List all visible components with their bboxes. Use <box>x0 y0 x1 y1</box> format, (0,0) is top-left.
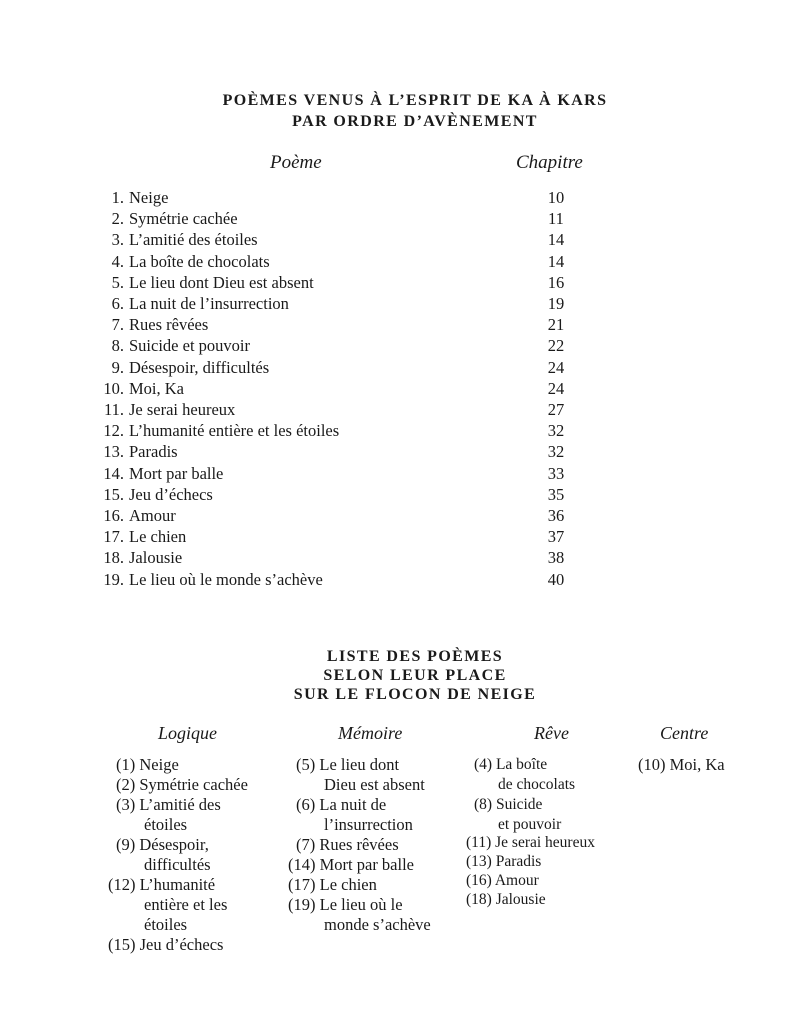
logique-line: entière et les <box>144 895 228 914</box>
list-item <box>0 315 600 336</box>
list-item <box>0 548 600 569</box>
item-number: 14. <box>103 463 124 483</box>
item-title: Le lieu dont Dieu est absent <box>129 272 314 292</box>
item-number: 9. <box>111 357 124 377</box>
list-item <box>0 442 600 463</box>
item-title: L’humanité entière et les étoiles <box>129 421 340 441</box>
logique-line: (15) Jeu d’échecs <box>108 935 224 954</box>
memoire-line: monde s’achève <box>324 915 431 934</box>
memoire-line: (7) Rues rêvées <box>296 835 399 854</box>
section1-title-line1: POÈMES VENUS À L’ESPRIT DE KA À KARS <box>222 92 608 109</box>
item-title: Suicide et pouvoir <box>129 336 250 356</box>
list-item <box>0 527 600 548</box>
logique-line: difficultés <box>144 855 211 874</box>
item-chapter: 33 <box>547 463 565 483</box>
logique-line: (3) L’amitié des <box>116 795 221 814</box>
centre-line: (10) Moi, Ka <box>638 755 725 774</box>
item-number: 1. <box>111 188 124 207</box>
section1-title-line2: PAR ORDRE D’AVÈNEMENT <box>292 113 538 130</box>
item-title: Mort par balle <box>129 463 224 483</box>
list-item <box>0 421 600 442</box>
list-item <box>0 506 600 527</box>
reve-line: (11) Je serai heureux <box>466 834 595 851</box>
list-item <box>0 209 600 230</box>
item-chapter: 24 <box>547 378 565 398</box>
column-header-poem: Poème <box>270 152 322 173</box>
item-number: 16. <box>103 506 124 525</box>
list-item <box>0 570 600 591</box>
item-title: Désespoir, difficultés <box>129 357 270 377</box>
item-title: La nuit de l’insurrection <box>129 294 289 313</box>
list-item <box>0 252 600 273</box>
item-number: 11. <box>103 400 124 419</box>
item-title: Je serai heureux <box>129 400 236 419</box>
memoire-line: (6) La nuit de <box>296 795 387 814</box>
logique-line: (12) L’humanité <box>108 875 216 894</box>
list-item <box>0 188 600 209</box>
list-item <box>0 273 600 294</box>
item-title: Jalousie <box>129 548 183 568</box>
reve-line: et pouvoir <box>498 816 562 833</box>
item-title: Paradis <box>129 442 178 462</box>
list-item <box>0 358 600 379</box>
column-header-memoire: Mémoire <box>338 723 403 743</box>
memoire-line: (5) Le lieu dont <box>296 755 400 774</box>
list-item <box>0 294 600 315</box>
item-chapter: 14 <box>547 251 565 271</box>
logique-line: étoiles <box>144 815 188 834</box>
reve-line: de chocolats <box>498 776 576 793</box>
item-title: Neige <box>129 188 169 207</box>
item-title: Amour <box>129 506 176 525</box>
memoire-line: (14) Mort par balle <box>288 855 414 874</box>
list-item <box>0 485 600 506</box>
reve-line: (13) Paradis <box>466 853 542 870</box>
item-chapter: 22 <box>547 336 565 356</box>
item-chapter: 38 <box>547 548 565 568</box>
item-title: Jeu d’échecs <box>129 484 213 504</box>
item-number: 4. <box>111 251 124 271</box>
item-number: 8. <box>111 336 124 356</box>
item-title: Le chien <box>129 527 187 547</box>
item-number: 12. <box>103 421 124 441</box>
column-header-centre: Centre <box>660 723 709 743</box>
reve-line: (18) Jalousie <box>466 891 546 908</box>
logique-line: (9) Désespoir, <box>116 835 209 854</box>
item-number: 5. <box>111 272 124 292</box>
item-chapter: 24 <box>547 357 565 377</box>
item-number: 13. <box>103 442 124 462</box>
section2-title-line3: SUR LE FLOCON DE NEIGE <box>293 686 537 703</box>
item-number: 19. <box>103 569 124 589</box>
logique-line: (1) Neige <box>116 755 179 774</box>
item-chapter: 35 <box>547 484 565 504</box>
column-header-logique: Logique <box>158 723 218 743</box>
item-chapter: 37 <box>547 527 565 547</box>
item-chapter: 21 <box>547 315 565 335</box>
memoire-line: Dieu est absent <box>324 775 425 794</box>
item-title: La boîte de chocolats <box>129 251 270 271</box>
memoire-line: (17) Le chien <box>288 875 377 894</box>
logique-line: étoiles <box>144 915 188 934</box>
item-chapter: 14 <box>547 230 565 250</box>
reve-line: (16) Amour <box>466 872 539 889</box>
item-title: Symétrie cachée <box>129 209 238 229</box>
item-number: 18. <box>103 548 124 568</box>
list-item <box>0 379 600 400</box>
section2-title-line1: LISTE DES POÈMES <box>326 648 504 665</box>
reve-line: (4) La boîte <box>474 756 548 773</box>
item-title: Rues rêvées <box>129 315 209 335</box>
item-chapter: 16 <box>547 272 565 292</box>
item-chapter: 27 <box>547 400 565 419</box>
item-chapter: 19 <box>547 294 565 313</box>
item-title: L’amitié des étoiles <box>129 230 258 250</box>
item-chapter: 40 <box>547 569 565 589</box>
list-item <box>0 336 600 357</box>
list-item <box>0 400 600 421</box>
item-number: 15. <box>103 484 124 504</box>
section2-title-line2: SELON LEUR PLACE <box>323 667 507 684</box>
item-title: Le lieu où le monde s’achève <box>129 569 323 589</box>
memoire-line: (19) Le lieu où le <box>288 895 403 914</box>
poem-list <box>0 188 620 588</box>
item-number: 7. <box>111 315 124 335</box>
list-item <box>0 464 600 485</box>
item-number: 6. <box>111 294 124 313</box>
column-header-chapter: Chapitre <box>516 152 583 173</box>
item-number: 10. <box>103 378 124 398</box>
item-number: 2. <box>111 209 124 229</box>
list-item <box>0 230 600 251</box>
item-title: Moi, Ka <box>129 378 184 398</box>
item-number: 17. <box>103 527 124 547</box>
memoire-line: l’insurrection <box>324 815 413 834</box>
logique-line: (2) Symétrie cachée <box>116 775 248 794</box>
item-chapter: 10 <box>547 188 565 207</box>
item-chapter: 11 <box>548 209 564 229</box>
item-chapter: 32 <box>547 442 565 462</box>
column-header-reve: Rêve <box>534 723 569 743</box>
reve-line: (8) Suicide <box>474 796 543 813</box>
item-chapter: 36 <box>547 506 565 525</box>
item-number: 3. <box>111 230 124 250</box>
item-chapter: 32 <box>547 421 565 441</box>
